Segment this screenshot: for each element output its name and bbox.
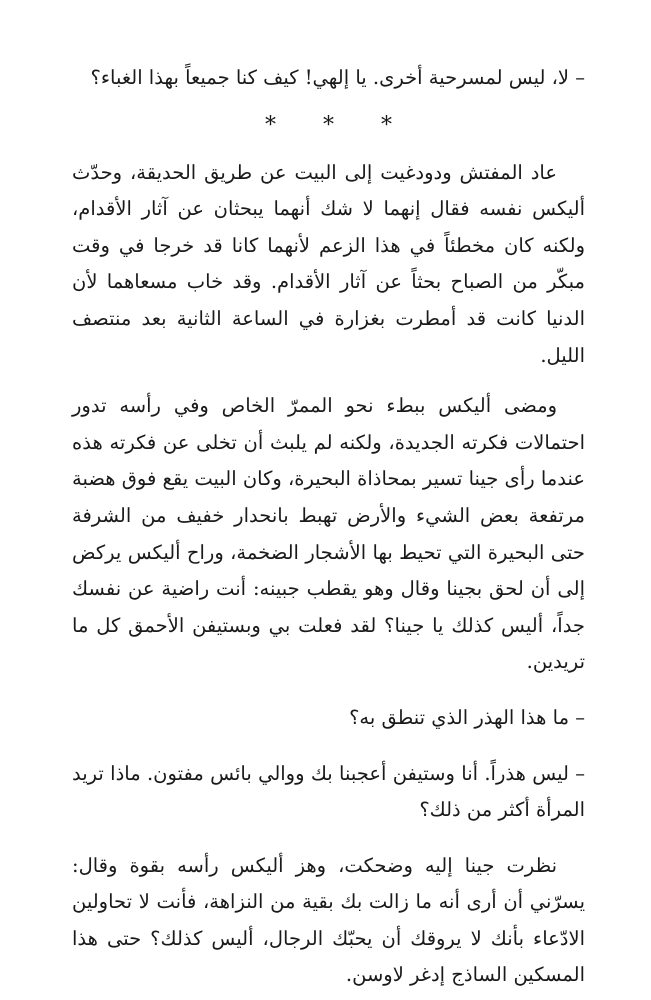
narrative-paragraph-1: عاد المفتش ودودغيت إلى البيت عن طريق الحديقة، وحدّث أليكس نفسه فقال إنهما لا شك أنهما يبحثان عن آثار الأقدام، ولكنه كان مخطئاً في هذا الزعم لأنهما كانا قد خرجا في وقت مبكّر من الصباح بحثاً عن آثار الأقدام. وقد خاب مسعاهما لأن الدنيا كانت قد أمطرت بغزارة في الساعة الثانية بعد منتصف الليل.	[72, 160, 585, 367]
narrative-paragraph-2: ومضى أليكس ببطء نحو الممرّ الخاص وفي رأسه تدور احتمالات فكرته الجديدة، ولكنه لم يلبث أن تخلى عن فكرته هذه عندما رأى جينا تسير بمحاذاة البحيرة، وكان البيت يقع فوق هضبة مرتفعة بعض الشيء والأرض تهبط بانحدار خفيف من الشرفة حتى البحيرة التي تحيط بها الأشجار الضخمة، وراح أليكس يركض إلى أن لحق بجينا وقال وهو يقطب جبينه: أنت راضية عن نفسك جداً، أليس كذلك يا جينا؟ لقد فعلت بي وبستيفن الأحمق كل ما تريدين.	[72, 394, 585, 674]
book-page	[72, 60, 585, 994]
dialogue-paragraph-3: – ليس هذراً. أنا وستيفن أعجبنا بك ووالي بائس مفتون. ماذا تريد المرأة أكثر من ذلك؟	[72, 761, 585, 822]
dialogue-paragraph-2: – ما هذا الهذر الذي تنطق به؟	[349, 705, 585, 729]
section-separator: * * *	[265, 112, 412, 138]
dialogue-paragraph-1: – لا، ليس لمسرحية أخرى. يا إلهي! كيف كنا جميعاً بهذا الغباء؟	[90, 66, 585, 89]
narrative-paragraph-3: نظرت جينا إليه وضحكت، وهز أليكس رأسه بقوة وقال: يسرّني أن أرى أنه ما زالت بك بقية من النزاهة، فأنت لا تحاولين الادّعاء بأنك لا يروقك أن يحبّك الرجال، أليس كذلك؟ حتى هذا المسكين الساذج إدغر لاوسن.	[72, 853, 585, 987]
